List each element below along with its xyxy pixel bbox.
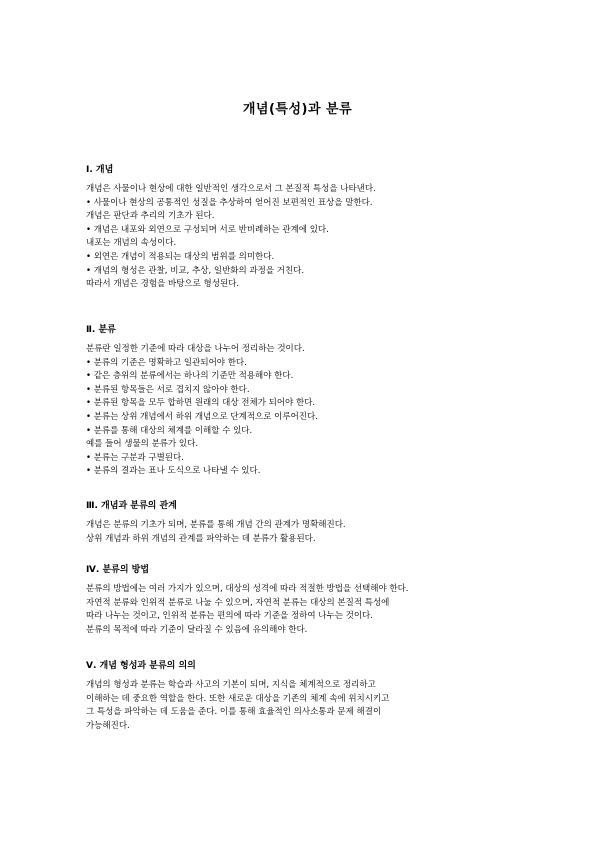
paragraph-line: 따라서 개념은 경험을 바탕으로 형성된다.: [86, 279, 240, 290]
section-heading: Ⅳ. 분류의 방법: [86, 565, 150, 575]
paragraph-line: 자연적 분류와 인위적 분류로 나눌 수 있으며, 자연적 분류는 대상의 본질적 특성에: [86, 597, 390, 608]
paragraph-line: • 분류된 항목들은 서로 겹치지 않아야 한다.: [86, 384, 250, 395]
section-heading: Ⅰ. 개념: [86, 165, 114, 175]
document-title: 개념(특성)과 분류: [242, 102, 353, 117]
paragraph-line: 이해하는 데 중요한 역할을 한다. 또한 새로운 대상을 기존의 체계 속에 위치시키고: [86, 693, 390, 704]
section-significance: [86, 660, 514, 733]
paragraph-line: • 개념은 내포와 외연으로 구성되며 서로 반비례하는 관계에 있다.: [86, 224, 329, 235]
paragraph-line: 개념은 사물이나 현상에 대한 일반적인 생각으로서 그 본질적 특성을 나타낸다.: [86, 184, 376, 194]
paragraph-line: • 개념의 형성은 관찰, 비교, 추상, 일반화의 과정을 거친다.: [86, 265, 305, 276]
paragraph-line: 예를 들어 생물의 분류가 있다.: [86, 439, 199, 450]
paragraph-line: 그 특성을 파악하는 데 도움을 준다. 이를 통해 효율적인 의사소통과 문제 해결이: [86, 707, 382, 718]
paragraph-line: • 사물이나 현상의 공통적인 성질을 추상하여 얻어진 보편적인 표상을 말한다.: [86, 197, 373, 208]
paragraph-line: 분류의 방법에는 여러 가지가 있으며, 대상의 성격에 따라 적절한 방법을 선택해야 한다.: [86, 584, 409, 594]
section-methods: [86, 564, 514, 637]
paragraph-line: • 분류를 통해 대상의 체계를 이해할 수 있다.: [86, 425, 253, 436]
paragraph-line: 따라 나누는 것이고, 인위적 분류는 편의에 따라 기준을 정하여 나누는 것이다.: [86, 611, 373, 622]
paragraph-line: 분류의 목적에 따라 기준이 달라질 수 있음에 유의해야 한다.: [86, 624, 308, 635]
section-relation: [86, 500, 514, 546]
paragraph-line: 가능해진다.: [86, 720, 130, 731]
paragraph-line: • 분류는 구분과 구별된다.: [86, 452, 184, 463]
section-heading: Ⅲ. 개념과 분류의 관계: [86, 501, 177, 511]
paragraph-line: • 분류의 기준은 명확하고 일관되어야 한다.: [86, 357, 247, 368]
paragraph-line: • 분류된 항목을 모두 합하면 원래의 대상 전체가 되어야 한다.: [86, 398, 316, 409]
section-concept: [86, 164, 514, 292]
paragraph-line: • 같은 층위의 분류에서는 하나의 기준만 적용해야 한다.: [86, 371, 294, 382]
paragraph-line: 개념은 판단과 추리의 기초가 된다.: [86, 211, 215, 222]
paragraph-line: • 외연은 개념이 적용되는 대상의 범위를 의미한다.: [86, 251, 275, 262]
paragraph-line: • 분류는 상위 개념에서 하위 개념으로 단계적으로 이루어진다.: [86, 411, 318, 422]
paragraph-line: 개념의 형성과 분류는 학습과 사고의 기본이 되며, 지식을 체계적으로 정리하고: [86, 680, 376, 690]
section-heading: Ⅴ. 개념 형성과 분류의 의의: [86, 661, 196, 671]
paragraph-line: 개념은 분류의 기초가 되며, 분류를 통해 개념 간의 관계가 명확해진다.: [86, 520, 346, 530]
paragraph-line: 분류란 일정한 기준에 따라 대상을 나누어 정리하는 것이다.: [86, 344, 305, 354]
paragraph-line: 상위 개념과 하위 개념의 관계를 파악하는 데 분류가 활용된다.: [86, 533, 316, 544]
paragraph-line: • 분류의 결과는 표나 도식으로 나타낼 수 있다.: [86, 466, 261, 477]
section-heading: Ⅱ. 분류: [86, 325, 116, 335]
section-classification: [86, 324, 514, 479]
paragraph-line: 내포는 개념의 속성이다.: [86, 238, 177, 249]
